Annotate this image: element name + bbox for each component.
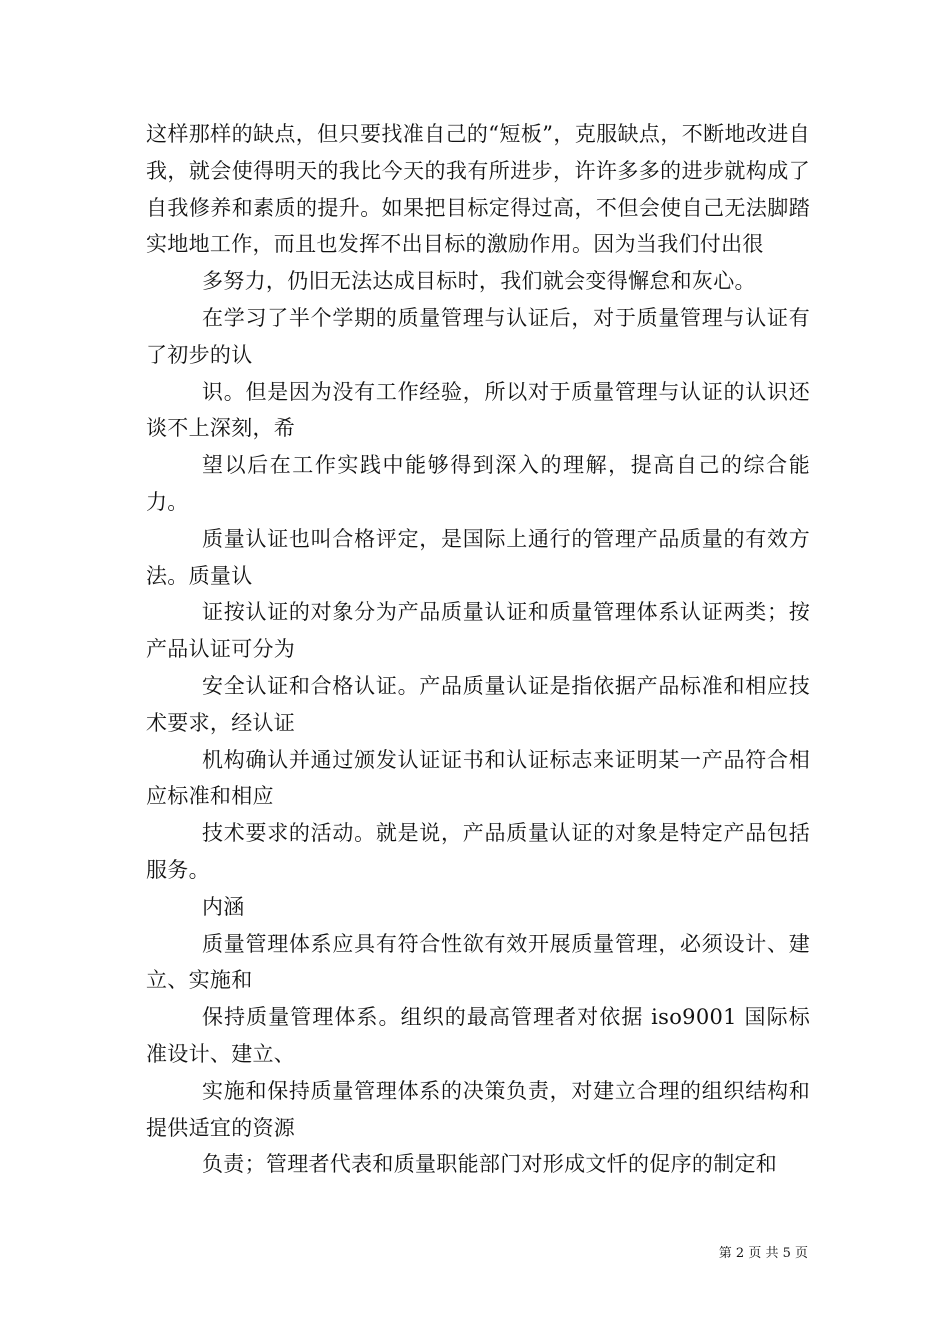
paragraph-12: 质量管理体系应具有符合性欲有效开展质量管理，必须设计、建立、实施和: [146, 931, 810, 993]
paragraph-4: 识。但是因为没有工作经验，所以对于质量管理与认证的认识还谈不上深刻，希: [146, 379, 810, 441]
document-body: [146, 116, 810, 1183]
paragraph-14: 实施和保持质量管理体系的决策负责，对建立合理的组织结构和提供适宜的资源: [146, 1078, 810, 1140]
paragraph-9: 机构确认并通过颁发认证证书和认证标志来证明某一产品符合相应标准和相应: [146, 747, 810, 809]
paragraph-10: 技术要求的活动。就是说，产品质量认证的对象是特定产品包括服务。: [146, 821, 810, 882]
section-heading-neihan: 内涵: [202, 894, 245, 919]
paragraph-3: 在学习了半个学期的质量管理与认证后，对于质量管理与认证有了初步的认: [146, 305, 810, 367]
paragraph-6: 质量认证也叫合格评定，是国际上通行的管理产品质量的有效方法。质量认: [146, 526, 810, 588]
paragraph-1: 这样那样的缺点，但只要找准自己的“短板”，克服缺点，不断地改进自我，就会使得明天的我比今天的我有所进步，许许多多的进步就构成了自我修养和素质的提升。如果把目标定得过高，不但会使自己无法脚踏实地地工作，而且也发挥不出目标的激励作用。因为当我们付出很: [146, 122, 810, 257]
paragraph-8: 安全认证和合格认证。产品质量认证是指依据产品标准和相应技术要求，经认证: [146, 673, 810, 735]
paragraph-15: 负责；管理者代表和质量职能部门对形成文忏的促序的制定和: [202, 1152, 778, 1177]
paragraph-13: 保持质量管理体系。组织的最高管理者对依据 iso9001 国际标准设计、建立、: [146, 1005, 810, 1066]
paragraph-5: 望以后在工作实践中能够得到深入的理解，提高自己的综合能力。: [146, 453, 810, 514]
paragraph-7: 证按认证的对象分为产品质量认证和质量管理体系认证两类；按产品认证可分为: [146, 600, 810, 662]
paragraph-2: 多努力，仍旧无法达成目标时，我们就会变得懈怠和灰心。: [202, 269, 756, 294]
page-number-footer: 第 2 页 共 5 页: [718, 1246, 808, 1261]
